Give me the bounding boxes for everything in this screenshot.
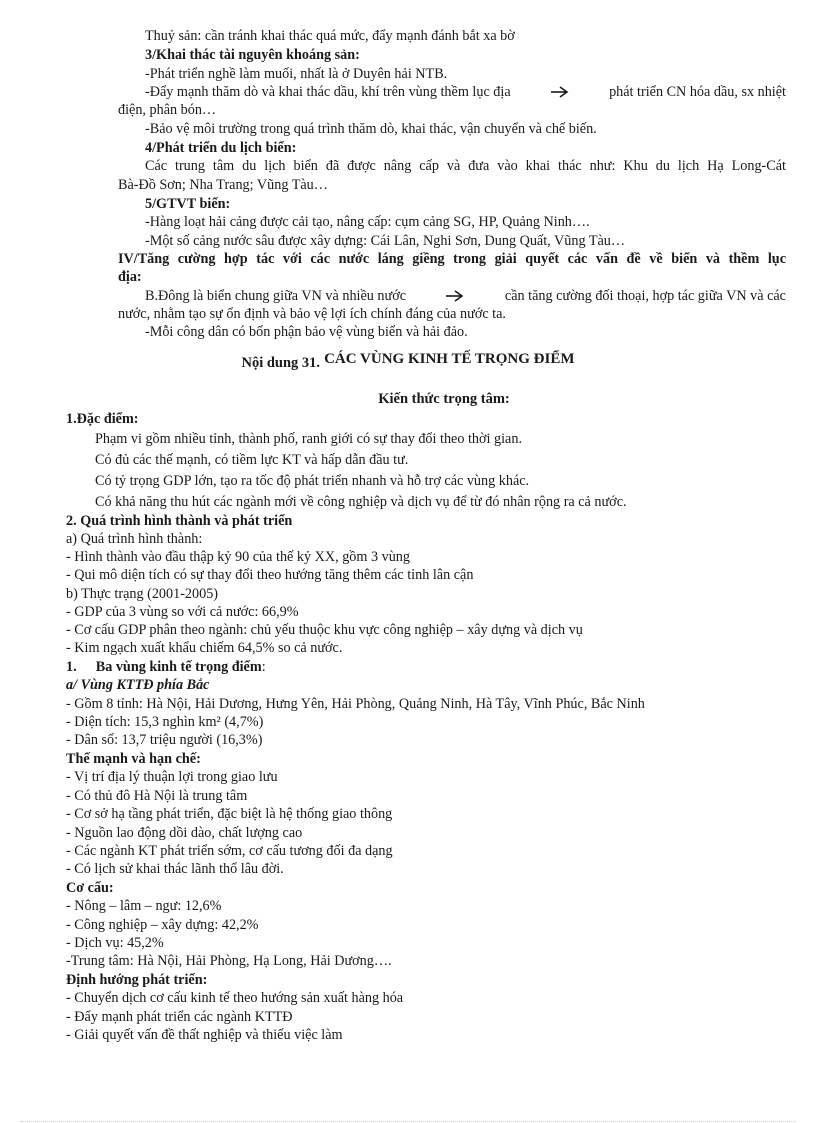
section-subtitle: Kiến thức trọng tâm: [378,391,510,407]
strength-line: - Nguồn lao động dồi dào, chất lượng cao [66,825,303,841]
structure-line: - Dịch vụ: 45,2% [66,935,164,951]
arrow-right-icon [445,289,465,303]
formation-line: - Hình thành vào đầu thập kỷ 90 của thế kỷ XX, gồm 3 vùng [66,549,410,565]
characteristics-line: Có tỷ trọng GDP lớn, tạo ra tốc độ phát triển nhanh và hỗ trợ các vùng khác. [95,473,530,489]
oil-line-part2: phát triển CN hóa dầu, sx nhiệt [609,84,786,100]
heading-three-zones-colon: : [261,659,266,675]
formation-line: a) Quá trình hình thành: [66,531,203,547]
zone-info-line: - Diện tích: 15,3 nghìn km² (4,7%) [66,714,264,730]
heading-three-zones [66,658,266,676]
deepwater-ports-line: -Một số cảng nước sâu được xây dựng: Cái Lân, Nghi Sơn, Dung Quất, Vũng Tàu… [145,233,626,249]
structure-line: - Công nghiệp – xây dựng: 42,2% [66,917,259,933]
oil-line [145,83,786,101]
east-sea-part2: cần tăng cường đối thoại, hợp tác giữa VN và các [504,288,786,304]
direction-line: - Giải quyết vấn đề thất nghiệp và thiếu việc làm [66,1027,343,1043]
structure-line: -Trung tâm: Hà Nội, Hải Phòng, Hạ Long, Hải Dương…. [66,953,392,969]
strength-line: - Vị trí địa lý thuận lợi trong giao lưu [66,769,278,785]
formation-line: - Qui mô diện tích có sự thay đổi theo hướng tăng thêm các tỉnh lân cận [66,567,474,583]
formation-line: b) Thực trạng (2001-2005) [66,586,219,602]
heading-characteristics: 1.Đặc điểm: [66,411,139,427]
heading-structure: Cơ cấu: [66,880,114,896]
section-title [0,351,816,372]
heading-formation: 2. Quá trình hình thành và phát triển [66,513,293,529]
heading-tourism: 4/Phát triển du lịch biển: [145,140,297,156]
page-bottom-divider [20,1121,796,1122]
characteristics-line: Có đủ các thế mạnh, có tiềm lực KT và hấp dẫn đầu tư. [95,452,409,468]
direction-line: - Chuyển dịch cơ cấu kinh tế theo hướng sản xuất hàng hóa [66,990,404,1006]
fisheries-line: Thuỷ sản: cần tránh khai thác quá mức, đẩy mạnh đánh bắt xa bờ [145,28,515,44]
east-sea-line-cont: nước, nhằm tạo sự ổn định và bảo vệ lợi ích chính đáng của nước ta. [118,306,506,322]
characteristics-line: Phạm vi gồm nhiều tỉnh, thành phố, ranh giới có sự thay đổi theo thời gian. [95,431,522,447]
zone-info-line: - Gồm 8 tỉnh: Hà Nội, Hải Dương, Hưng Yên, Hải Phòng, Quảng Ninh, Hà Tây, Vĩnh Phúc, Bắc Ninh [66,696,645,712]
environment-line: -Bảo vệ môi trường trong quá trình thăm dò, khai thác, vận chuyển và chế biến. [145,121,597,137]
citizen-duty-line: -Mỗi công dân có bổn phận bảo vệ vùng biển và hải đảo. [145,324,468,340]
structure-line: - Nông – lâm – ngư: 12,6% [66,898,222,914]
strength-line: - Các ngành KT phát triển sớm, cơ cấu tương đối đa dạng [66,843,393,859]
tourism-line: Các trung tâm du lịch biển đã được nâng cấp và đưa vào khai thác như: Khu du lịch Hạ Long-Cát [145,158,786,174]
heading-three-zones-text: Ba vùng kinh tế trọng điểm [95,659,262,675]
heading-strengths: Thế mạnh và hạn chế: [66,751,201,767]
oil-line-cont: điện, phân bón… [118,102,217,118]
ports-line: -Hàng loạt hải cảng được cải tạo, nâng cấp: cụm cảng SG, HP, Quảng Ninh…. [145,214,590,230]
east-sea-part1: B.Đông là biển chung giữa VN và nhiều nước [145,288,406,304]
arrow-right-icon [550,85,570,99]
zone-info-line: - Dân số: 13,7 triệu người (16,3%) [66,732,263,748]
heading-cooperation-cont: địa: [118,269,142,285]
strength-line: - Cơ sở hạ tầng phát triển, đặc biệt là hệ thống giao thông [66,806,393,822]
direction-line: - Đẩy mạnh phát triển các ngành KTTĐ [66,1009,293,1025]
characteristics-line: Có khả năng thu hút các ngành mới về công nghiệp và dịch vụ để từ đó nhân rộng ra cả nước. [95,494,627,510]
section-label: Nội dung 31. [241,355,321,371]
heading-three-zones-num: 1. [66,659,77,675]
heading-northern-zone: a/ Vùng KTTĐ phía Bắc [66,677,210,693]
formation-line: - Cơ cấu GDP phân theo ngành: chủ yếu thuộc khu vực công nghiệp – xây dựng và dịch vụ [66,622,583,638]
heading-transport: 5/GTVT biển: [145,196,231,212]
heading-cooperation: IV/Tăng cường hợp tác với các nước láng giềng trong giải quyết các vấn đề về biển và thềm lục [118,251,786,267]
heading-direction: Định hướng phát triển: [66,972,208,988]
tourism-line-cont: Bà-Đồ Sơn; Nha Trang; Vũng Tàu… [118,177,328,193]
heading-minerals: 3/Khai thác tài nguyên khoáng sản: [145,47,360,63]
oil-line-part1: -Đẩy mạnh thăm dò và khai thác dầu, khí trên vùng thềm lục địa [145,84,511,100]
formation-line: - Kim ngạch xuất khẩu chiếm 64,5% so cả nước. [66,640,343,656]
salt-line: -Phát triển nghề làm muối, nhất là ở Duyên hải NTB. [145,66,448,82]
formation-line: - GDP của 3 vùng so với cả nước: 66,9% [66,604,299,620]
strength-line: - Có lịch sử khai thác lãnh thổ lâu đời. [66,861,284,877]
east-sea-line [145,287,786,305]
strength-line: - Có thủ đô Hà Nội là trung tâm [66,788,248,804]
section-heading: CÁC VÙNG KINH TẾ TRỌNG ĐIỂM [324,351,575,367]
